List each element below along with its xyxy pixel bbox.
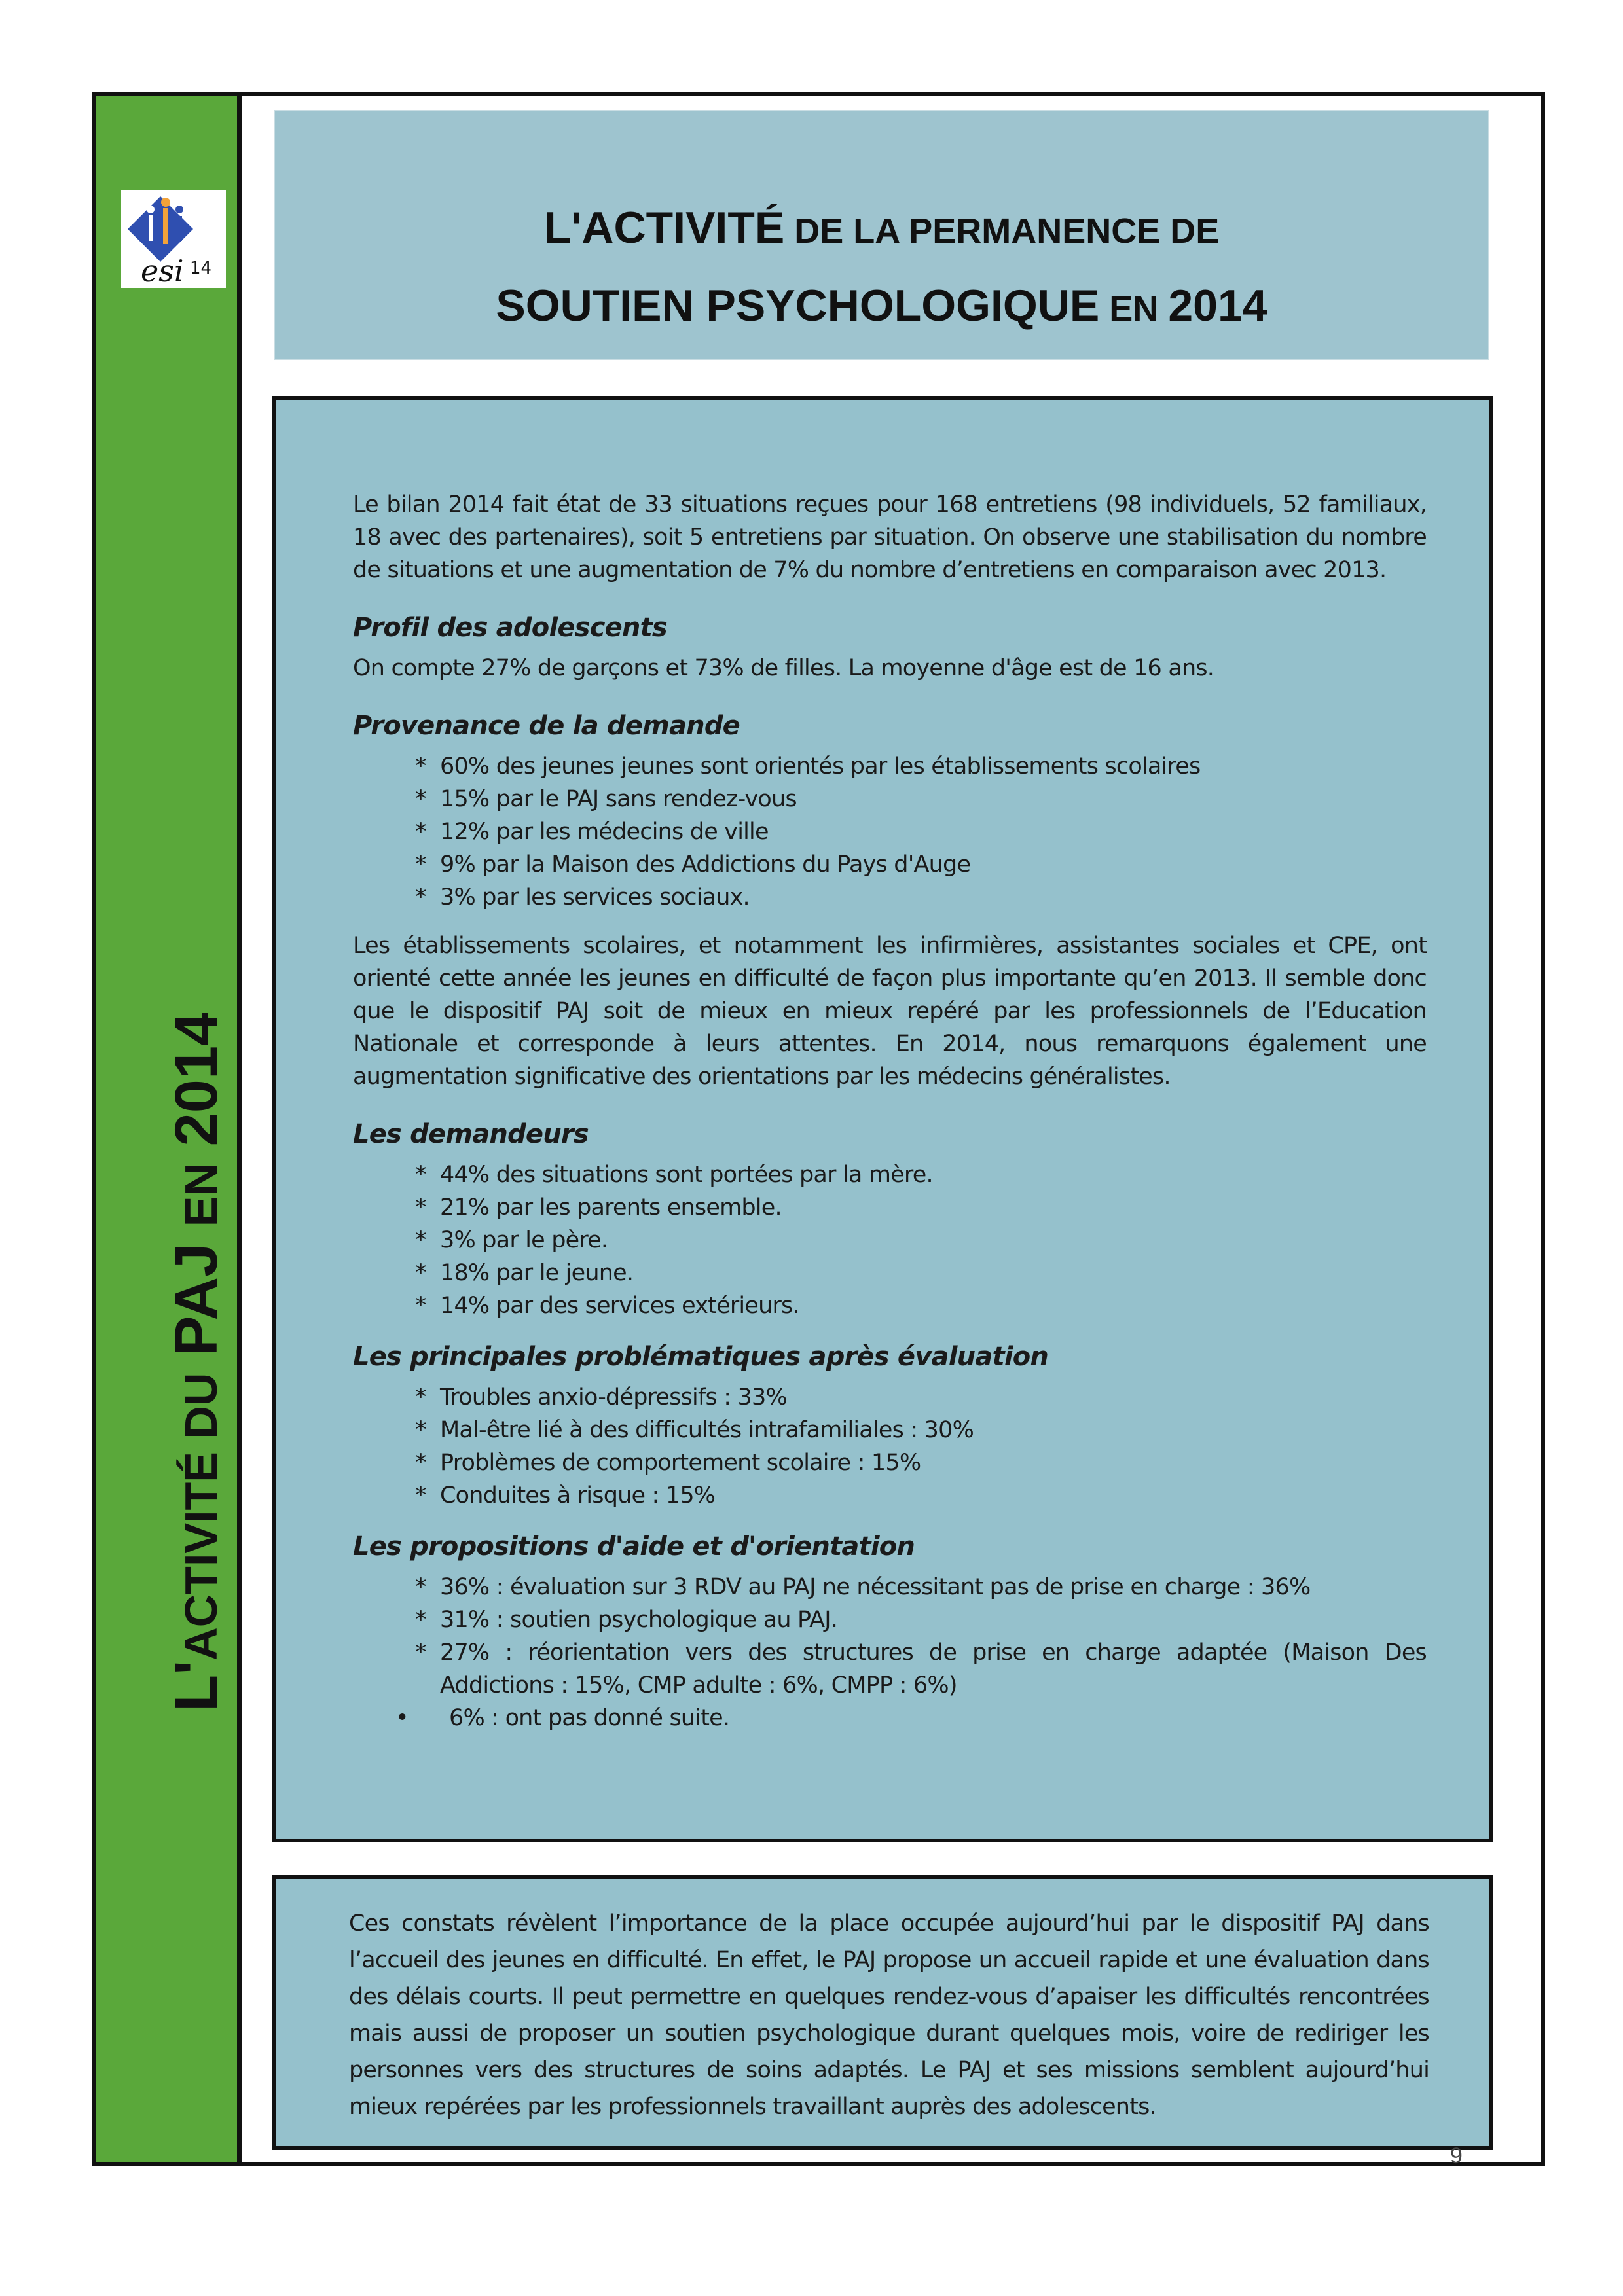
list-item: * 31% : soutien psychologique au PAJ.: [415, 1607, 838, 1633]
provenance-heading: Provenance de la demande: [353, 711, 740, 741]
propositions-list: [353, 1571, 1427, 1734]
profil-text: On compte 27% de garçons et 73% de filles. La moyenne d'âge est de 16 ans.: [353, 655, 1214, 681]
conclusion-box: [272, 1875, 1493, 2150]
side-title: [163, 1012, 230, 1712]
title-line2: SOUTIEN PSYCHOLOGIQUE: [496, 281, 1100, 331]
profil-heading: Profil des adolescents: [353, 613, 667, 643]
list-item: * 44% des situations sont portées par la mère.: [415, 1162, 933, 1188]
title-l: L': [543, 203, 582, 253]
provenance-paragraph: Les établissements scolaires, et notamment les infirmières, assistantes sociales et CPE, ont orienté cette année les jeunes en difficulté de façon plus importante qu’en 2013. Il semble donc que le dispositif PAJ soit de mieux en mieux repéré par les professionnels de l’Education Nationale et corresponde à leurs attentes. En 2014, nous remarquons également une augmentation significative des orientations par les médecins généralistes.: [353, 933, 1427, 1090]
title-en: EN: [1099, 289, 1169, 329]
side-title-part3: PAJ: [163, 1227, 230, 1373]
title-year: 2014: [1168, 281, 1267, 331]
side-title-part5: 2014: [163, 1012, 230, 1163]
problematiques-list: [353, 1381, 1427, 1512]
title-rest: DE LA PERMANENCE DE: [784, 211, 1220, 251]
demandeurs-list: [353, 1158, 1427, 1322]
list-item: * Problèmes de comportement scolaire : 15%: [415, 1450, 921, 1476]
problematiques-heading: Les principales problématiques après évaluation: [353, 1342, 1049, 1372]
list-item: * Conduites à risque : 15%: [415, 1482, 716, 1509]
propositions-heading: Les propositions d'aide et d'orientation: [353, 1532, 915, 1562]
esi14-logo: [121, 190, 226, 288]
list-item: * 18% par le jeune.: [415, 1260, 634, 1286]
list-item: * 3% par les services sociaux.: [415, 884, 750, 910]
title-activite: ACTIVITÉ: [581, 203, 785, 253]
list-item: * 21% par les parents ensemble.: [415, 1194, 782, 1221]
demandeurs-heading: Les demandeurs: [353, 1119, 589, 1149]
list-item: * 27% : réorientation vers des structures de prise en charge adaptée (Maison Des Addictions : 15%, CMP adulte : 6%, CMPP : 6%): [415, 1640, 1427, 1698]
side-title-part1: L': [163, 1660, 230, 1712]
svg-text:14: 14: [190, 259, 212, 278]
list-item: • 6% : ont pas donné suite.: [395, 1705, 730, 1731]
main-content: [353, 488, 1427, 1750]
side-title-part4: EN: [175, 1162, 227, 1227]
list-item: * 9% par la Maison des Addictions du Pays d'Auge: [415, 852, 971, 878]
intro-paragraph: Le bilan 2014 fait état de 33 situations reçues pour 168 entretiens (98 individuels, 52 familiaux, 18 avec des partenaires), soit 5 entretiens par situation. On observe une stabilisation du nombre de situations et une augmentation de 7% du nombre d’entretiens en comparaison avec 2013.: [353, 492, 1427, 583]
list-item: * Mal-être lié à des difficultés intrafamiliales : 30%: [415, 1417, 974, 1443]
page-number: 9: [1450, 2144, 1463, 2168]
provenance-list: [353, 750, 1427, 914]
header-box: [274, 110, 1489, 360]
side-title-part2: ACTIVITÉ DU: [175, 1372, 227, 1660]
page-title: [274, 195, 1489, 351]
svg-text:esi: esi: [141, 253, 184, 288]
list-item: * 36% : évaluation sur 3 RDV au PAJ ne nécessitant pas de prise en charge : 36%: [415, 1574, 1311, 1600]
list-item: * 12% par les médecins de ville: [415, 819, 769, 845]
list-item: * 15% par le PAJ sans rendez-vous: [415, 786, 797, 812]
list-item: * 3% par le père.: [415, 1227, 608, 1253]
list-item: * Troubles anxio-dépressifs : 33%: [415, 1384, 787, 1410]
conclusion-text: Ces constats révèlent l’importance de la place occupée aujourd’hui par le dispositif PAJ dans l’accueil des jeunes en difficulté. En effet, le PAJ propose un accueil rapide et une évaluation dans des délais courts. Il peut permettre en quelques rendez-vous d’apaiser les difficultés rencontrées mais aussi de proposer un soutien psychologique durant quelques mois, voire de rediriger les personnes vers des structures de soins adaptés. Le PAJ et ses missions semblent aujourd’hui mieux repérées par les professionnels travaillant auprès des adolescents.: [349, 1910, 1429, 2120]
list-item: * 14% par des services extérieurs.: [415, 1293, 799, 1319]
main-content-box: [272, 396, 1493, 1842]
list-item: * 60% des jeunes jeunes sont orientés par les établissements scolaires: [415, 753, 1201, 780]
